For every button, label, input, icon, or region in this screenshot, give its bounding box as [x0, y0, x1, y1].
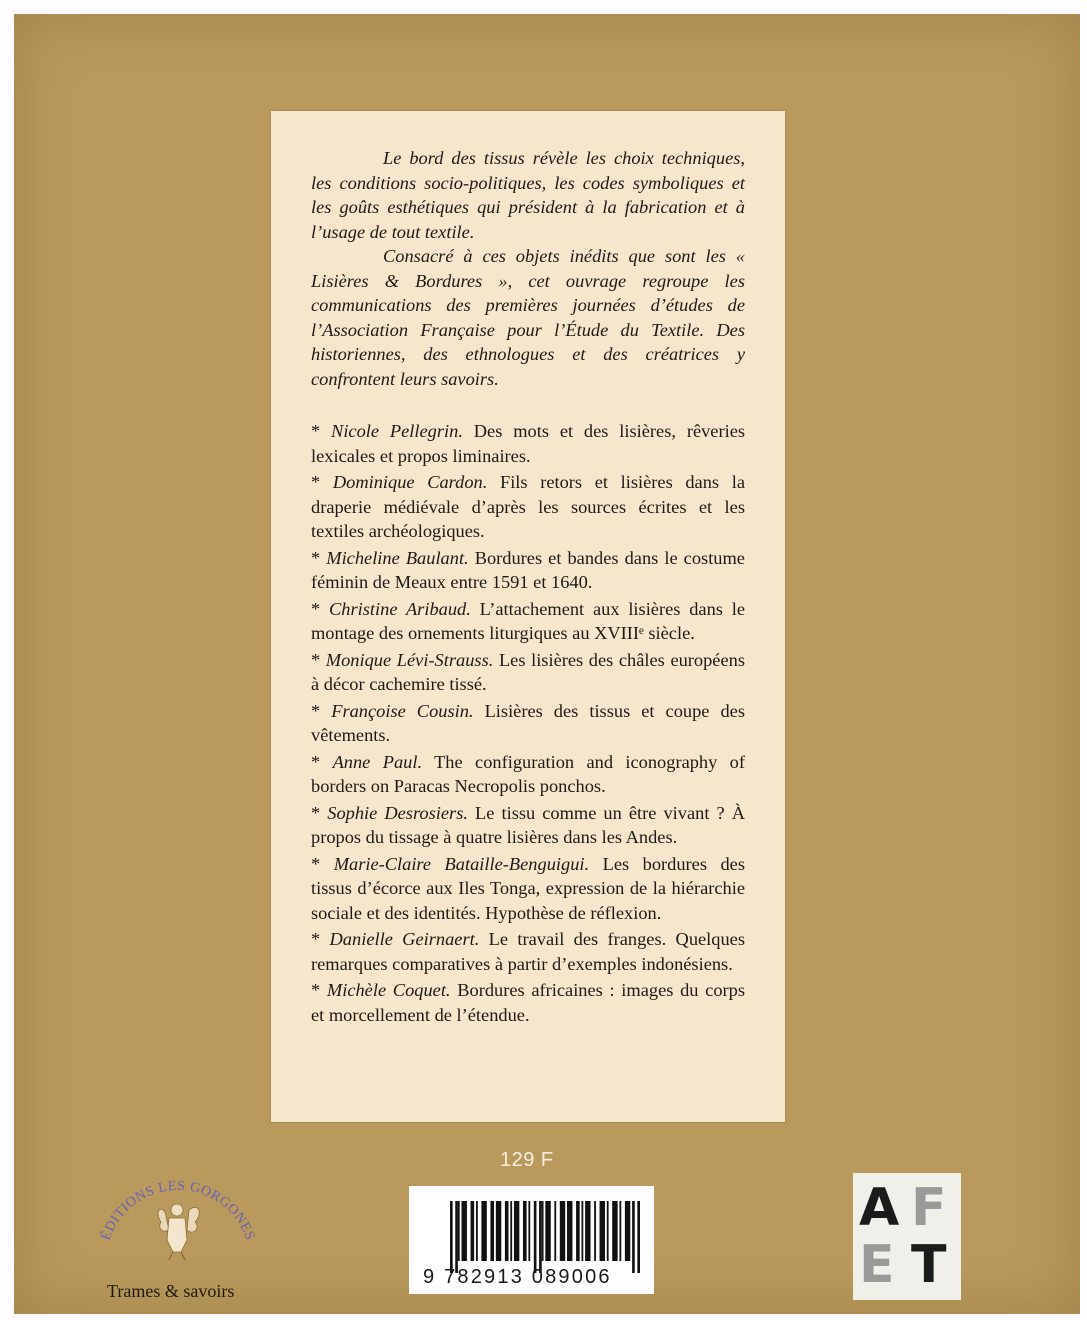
- chapter-title: Les lisières des châles européens à décor cachemire tissé.: [311, 649, 745, 694]
- barcode-bar: [476, 1201, 478, 1261]
- chapter-title: Le travail des franges. Quelques remarques comparatives à partir d’exemples indonésiens.: [311, 929, 745, 974]
- list-item: [311, 648, 745, 697]
- barcode-bar: [462, 1201, 467, 1261]
- publisher-logo: [93, 1158, 263, 1268]
- list-item: [311, 597, 745, 646]
- barcode-bar: [600, 1201, 605, 1261]
- barcode-bar: [455, 1201, 458, 1273]
- author-name: Sophie Desrosiers.: [327, 802, 468, 823]
- barcode-bar: [539, 1201, 542, 1273]
- intro-text: [311, 146, 745, 391]
- chapter-title: Les bordures des tissus d’écorce aux Iles Tonga, expression de la hiérarchie sociale et des identités. Hypothèse de réflexion.: [311, 853, 745, 923]
- author-name: Micheline Baulant.: [326, 547, 469, 568]
- intro-paragraph: Consacré à ces objets inédits que sont les « Lisières & Bordures », cet ouvrage regroupe les communications des premières journées d’études de l’Association Française pour l’Étude du Textile. Des historiennes, des ethnologues et des créatrices y confrontent leurs savoirs.: [311, 246, 745, 389]
- barcode-bar: [585, 1201, 590, 1261]
- logo-letter: A: [859, 1178, 900, 1238]
- barcode-bars: [450, 1201, 640, 1273]
- author-name: Anne Paul.: [332, 751, 423, 772]
- barcode-bar: [542, 1201, 544, 1261]
- barcode-bar: [490, 1201, 494, 1261]
- barcode-bar: [619, 1201, 621, 1261]
- barcode-bar: [471, 1201, 475, 1261]
- barcode-bar: [567, 1201, 572, 1261]
- panel-content: [311, 146, 745, 1029]
- barcode-bar: [560, 1201, 565, 1261]
- barcode-bar: [523, 1201, 527, 1261]
- bullet: *: [311, 802, 328, 823]
- author-name: Dominique Cardon.: [332, 472, 488, 492]
- author-name: Monique Lévi-Strauss.: [325, 649, 494, 670]
- list-item: [311, 978, 745, 1027]
- list-item: [311, 801, 745, 850]
- barcode-bar: [481, 1201, 486, 1261]
- chapter-title: Fils retors et lisières dans la draperie médiévale d’après les sources écrites et les textiles archéologiques.: [311, 472, 745, 541]
- author-name: Françoise Cousin.: [331, 700, 474, 721]
- barcode-bar: [505, 1201, 509, 1261]
- bullet: *: [311, 472, 333, 492]
- bullet: *: [311, 980, 327, 1000]
- barcode-bar: [607, 1201, 609, 1261]
- barcode-bar: [625, 1201, 630, 1261]
- barcode-bar: [637, 1201, 640, 1273]
- barcode-bar: [528, 1201, 530, 1261]
- barcode-bar: [450, 1201, 453, 1273]
- bullet: *: [311, 929, 330, 949]
- list-item: [311, 852, 745, 926]
- chapter-title: The configuration and iconography of borders on Paracas Necropolis ponchos.: [311, 751, 745, 796]
- chapter-title: Lisières des tissus et coupe des vêtements.: [311, 700, 745, 745]
- barcode-bar: [496, 1201, 501, 1261]
- logo-letter: T: [911, 1235, 947, 1295]
- bullet: *: [311, 751, 333, 772]
- publisher-name: ÉDITIONS LES GORGONES: [98, 1178, 258, 1243]
- author-name: Danielle Geirnaert.: [329, 929, 480, 949]
- contents-list: [311, 419, 745, 1027]
- list-item: [311, 419, 745, 468]
- intro-paragraph: Le bord des tissus révèle les choix techniques, les conditions socio-politiques, les codes symboliques et les goûts esthétiques qui président à la fabrication et à l’usage de tout textile.: [311, 148, 745, 242]
- chapter-title: Bordures et bandes dans le costume féminin de Meaux entre 1591 et 1640.: [311, 547, 745, 592]
- collection-name: Trames & savoirs: [107, 1281, 235, 1301]
- barcode-bar: [581, 1201, 583, 1261]
- price-label: 129 F: [500, 1149, 554, 1171]
- list-item: [311, 546, 745, 595]
- logo-letter: E: [859, 1235, 895, 1295]
- bullet: *: [311, 700, 332, 721]
- chapter-title: Des mots et des lisières, rêveries lexicales et propos liminaires.: [311, 421, 746, 466]
- bullet: *: [311, 649, 326, 670]
- isbn-number: 9 782913 089006: [423, 1266, 612, 1288]
- bullet: *: [311, 547, 327, 568]
- chapter-title: Bordures africaines : images du corps et morcellement de l’étendue.: [311, 980, 745, 1025]
- chapter-title: Le tissu comme un être vivant ? À propos du tissage à quatre lisières dans les Andes.: [311, 802, 745, 847]
- bullet: *: [311, 853, 334, 874]
- bullet: *: [311, 598, 330, 619]
- list-item: [311, 927, 745, 976]
- barcode-bar: [576, 1201, 580, 1261]
- author-name: Christine Aribaud.: [329, 598, 471, 619]
- barcode-bar: [534, 1201, 537, 1273]
- chapter-title: L’attachement aux lisières dans le montage des ornements liturgiques au XVIIIᵉ siècle.: [311, 598, 746, 643]
- barcode-bar: [594, 1201, 596, 1261]
- barcode-bar: [458, 1201, 460, 1261]
- barcode-bar: [514, 1201, 519, 1261]
- logo-letter: F: [911, 1178, 947, 1238]
- bullet: *: [311, 421, 332, 441]
- text-panel: [271, 111, 785, 1122]
- barcode-bar: [554, 1201, 556, 1261]
- barcode-bar: [632, 1201, 635, 1273]
- barcode-bar: [545, 1201, 550, 1261]
- barcode: [409, 1186, 654, 1294]
- author-name: Michèle Coquet.: [326, 980, 451, 1000]
- list-item: [311, 699, 745, 748]
- barcode-bar: [612, 1201, 617, 1261]
- afet-logo: [853, 1173, 961, 1300]
- barcode-bar: [510, 1201, 512, 1261]
- list-item: [311, 750, 745, 799]
- list-item: [311, 470, 745, 544]
- author-name: Marie-Claire Bataille-Benguigui.: [333, 853, 590, 874]
- angel-figure-icon: [158, 1204, 199, 1260]
- author-name: Nicole Pellegrin.: [331, 421, 463, 441]
